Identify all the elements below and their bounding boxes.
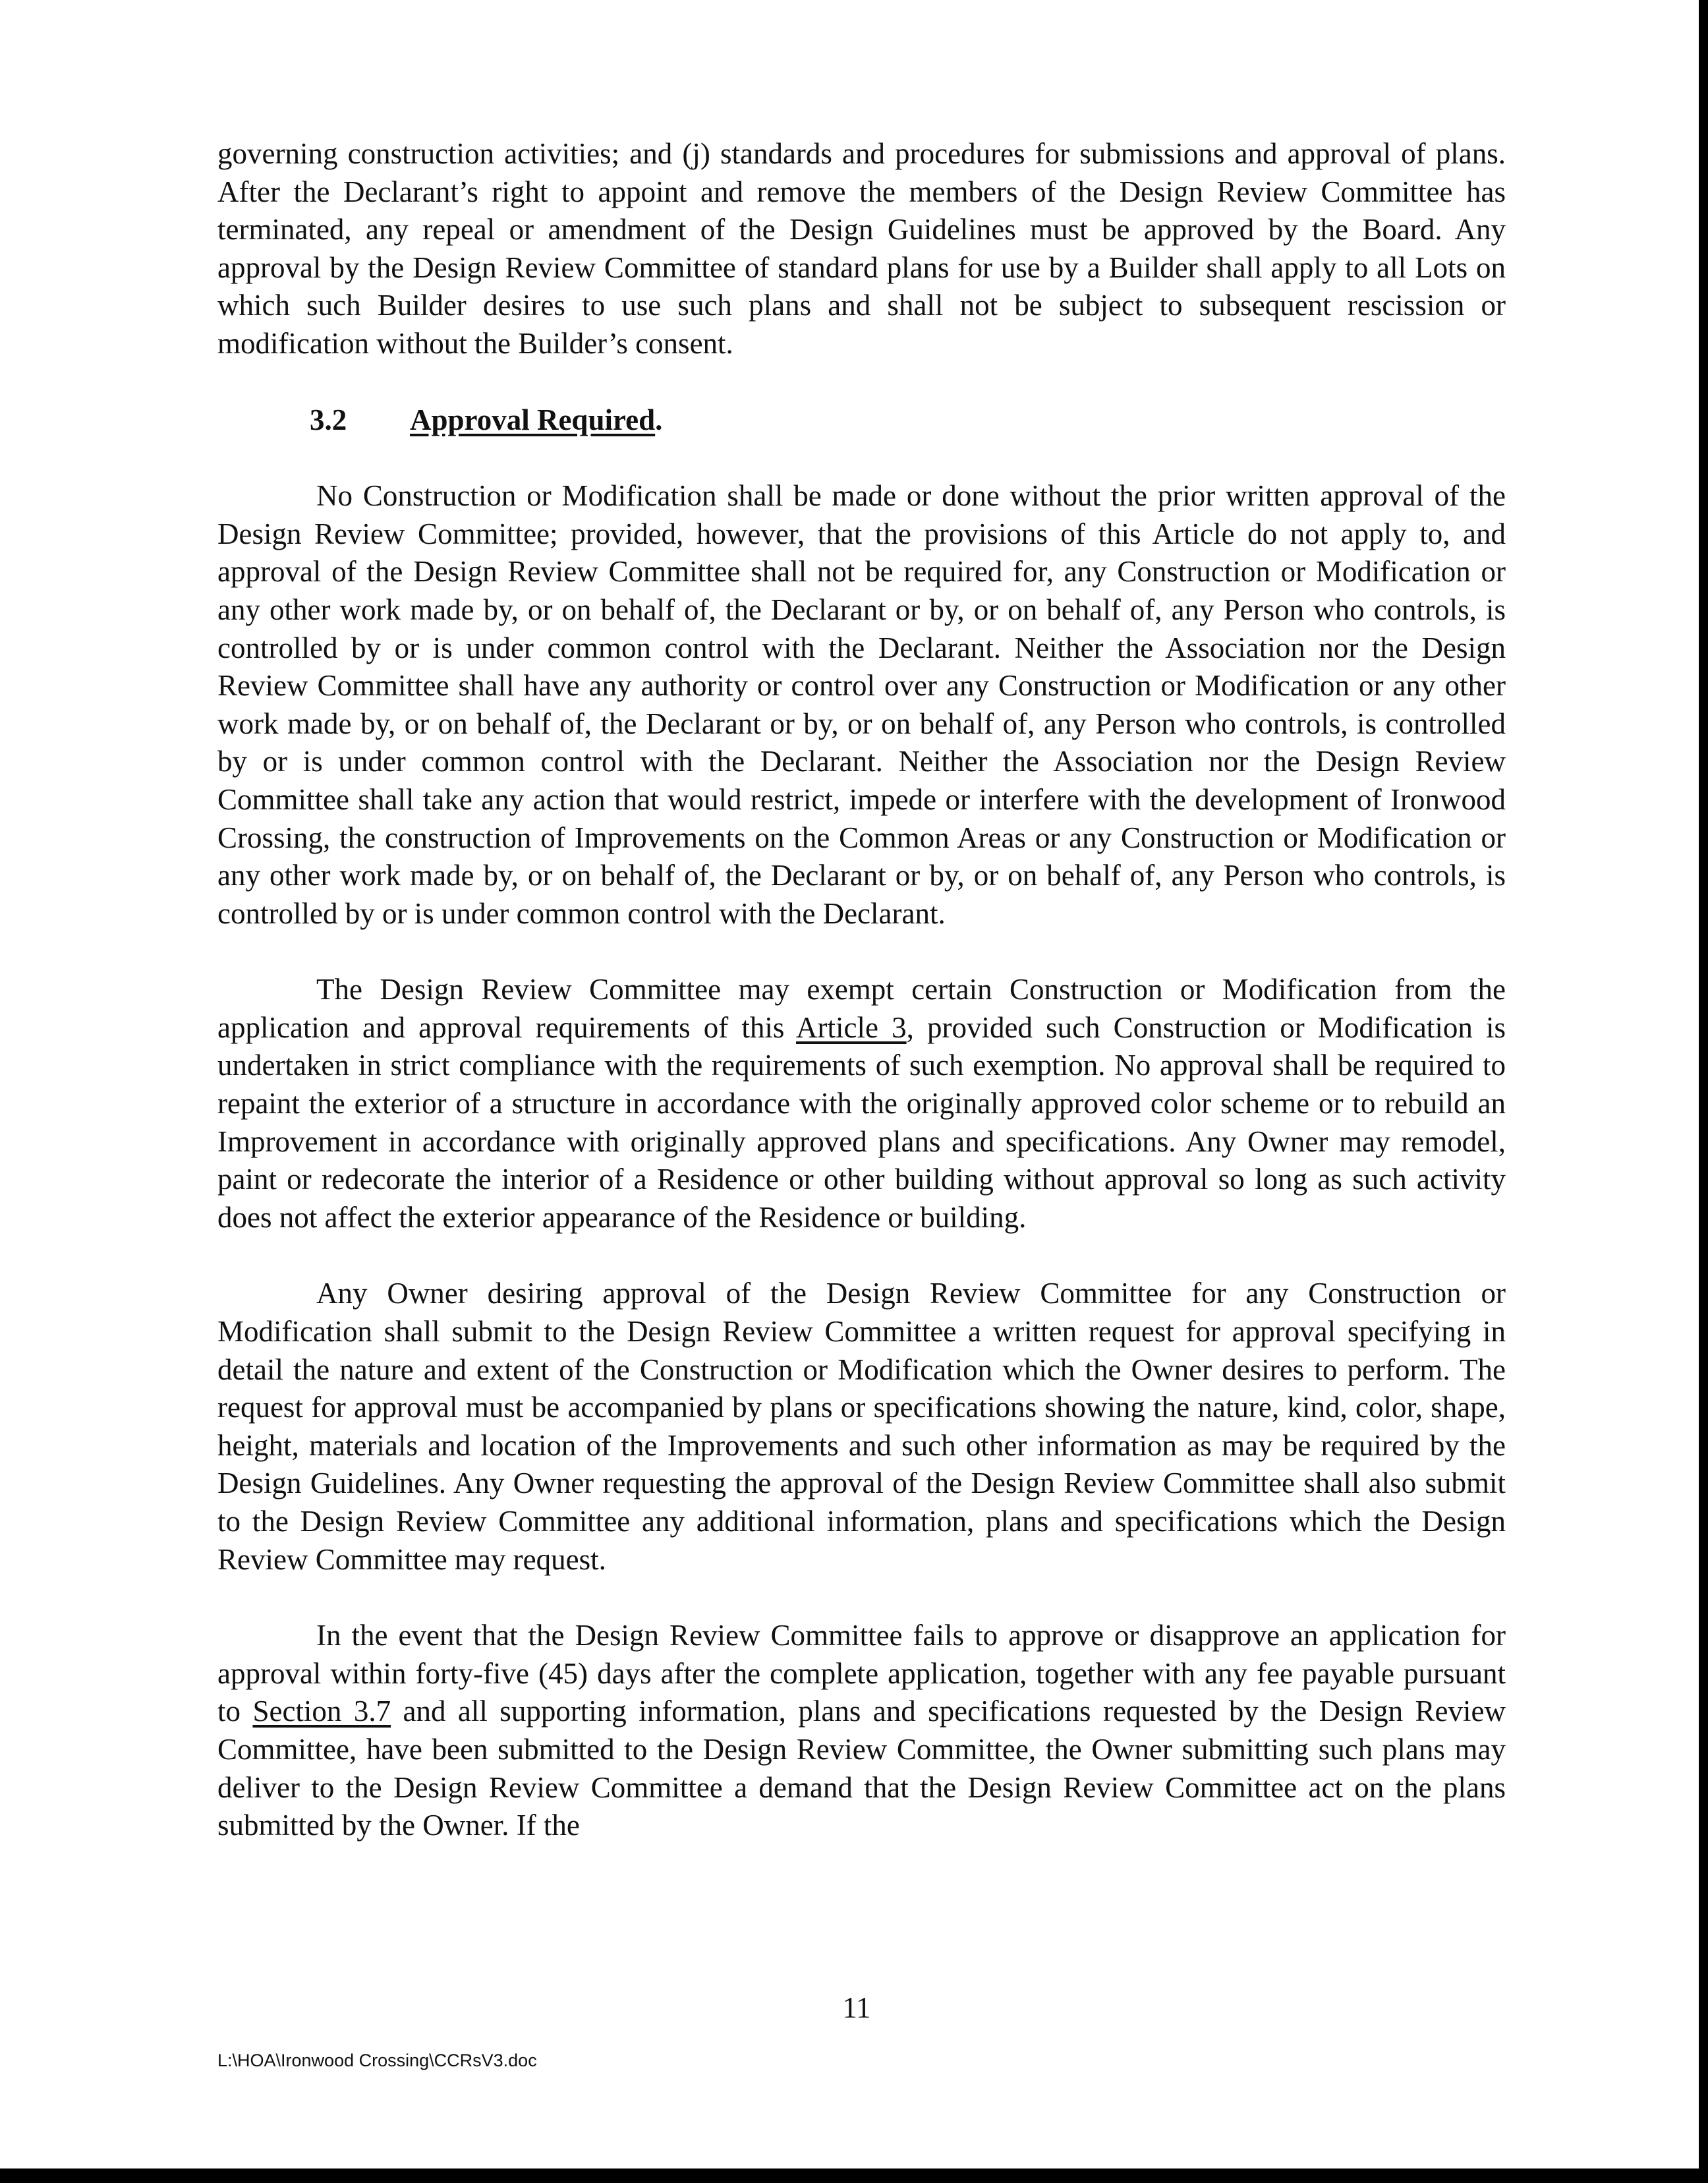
paragraph-exemptions-text-a: The Design Review Committee may exempt certain Construction or Modification from the application and approval requirements of this xyxy=(217,973,1506,1044)
section-number: 3.2 xyxy=(310,403,347,436)
paragraph-failure-text-a: In the event that the Design Review Committee fails to approve or disapprove an application for approval within forty-five (45) days after the complete application, together with any fee payable pursuant to xyxy=(217,1619,1506,1728)
section-heading xyxy=(217,401,1506,440)
article-3-reference: Article 3 xyxy=(796,1010,907,1044)
paragraph-failure-text-b: and all supporting information, plans and specifications requested by the Design Review Committee, have been submitted to the Design Review Committee, the Owner submitting such plans may deliver to the Design Review Committee a demand that the Design Review Committee act on the plans submitted by the Owner. If the xyxy=(217,1695,1506,1842)
scan-border-right xyxy=(1699,0,1708,2183)
footer-file-path: L:\HOA\Ironwood Crossing\CCRsV3.doc xyxy=(217,2051,537,2070)
page-number: 11 xyxy=(842,1991,871,2024)
paragraph-owner-request: Any Owner desiring approval of the Design Review Committee for any Construction or Modification shall submit to the Design Review Committee a written request for approval specifying in detail the nature and extent of the Construction or Modification which the Owner desires to perform. The request for approval must be accompanied by plans or specifications showing the nature, kind, color, shape, height, materials and location of the Improvements and such other information as may be required by the Design Guidelines. Any Owner requesting the approval of the Design Review Committee shall also submit to the Design Review Committee any additional information, plans and specifications which the Design Review Committee may request. xyxy=(217,1277,1506,1576)
paragraph-exemptions-text-b: , provided such Construction or Modification is undertaken in strict compliance with the requirements of such exemption. No approval shall be required to repaint the exterior of a structure in accordance with the originally approved color scheme or to rebuild an Improvement in accordance with originally approved plans and specifications. Any Owner may remodel, paint or redecorate the interior of a Residence or other building without approval so long as such activity does not affect the exterior appearance of the Residence or building. xyxy=(217,1010,1506,1234)
paragraph-approval-required: No Construction or Modification shall be made or done without the prior written approval of the Design Review Committee; provided, however, that the provisions of this Article do not apply to, and approval of the Design Review Committee shall not be required for, any Construction or Modification or any other work made by, or on behalf of, the Declarant or by, or on behalf of, any Person who controls, is controlled by or is under common control with the Declarant. Neither the Association nor the Design Review Committee shall have any authority or control over any Construction or Modification or any other work made by, or on behalf of, the Declarant or by, or on behalf of, any Person who controls, is controlled by or is under common control with the Declarant. Neither the Association nor the Design Review Committee shall take any action that would restrict, impede or interfere with the development of Ironwood Crossing, the construction of Improvements on the Common Areas or any Construction or Modification or any other work made by, or on behalf of, the Declarant or by, or on behalf of, any Person who controls, is controlled by or is under common control with the Declarant. xyxy=(217,479,1506,930)
section-3-7-reference: Section 3.7 xyxy=(252,1695,391,1728)
document-page xyxy=(217,135,1506,1845)
scan-border-bottom xyxy=(0,2168,1708,2183)
paragraph-exemptions xyxy=(217,971,1506,1237)
paragraph-continuation: governing construction activities; and (j) standards and procedures for submissions and approval of plans. After the Declarant’s right to appoint and remove the members of the Design Review Committee has terminated, any repeal or amendment of the Design Guidelines must be approved by the Board. Any approval by the Design Review Committee of standard plans for use by a Builder shall apply to all Lots on which such Builder desires to use such plans and shall not be subject to subsequent rescission or modification without the Builder’s consent. xyxy=(217,137,1506,360)
section-title-period: . xyxy=(655,403,663,436)
section-title: Approval Required xyxy=(410,403,656,436)
paragraph-failure-to-act xyxy=(217,1617,1506,1845)
